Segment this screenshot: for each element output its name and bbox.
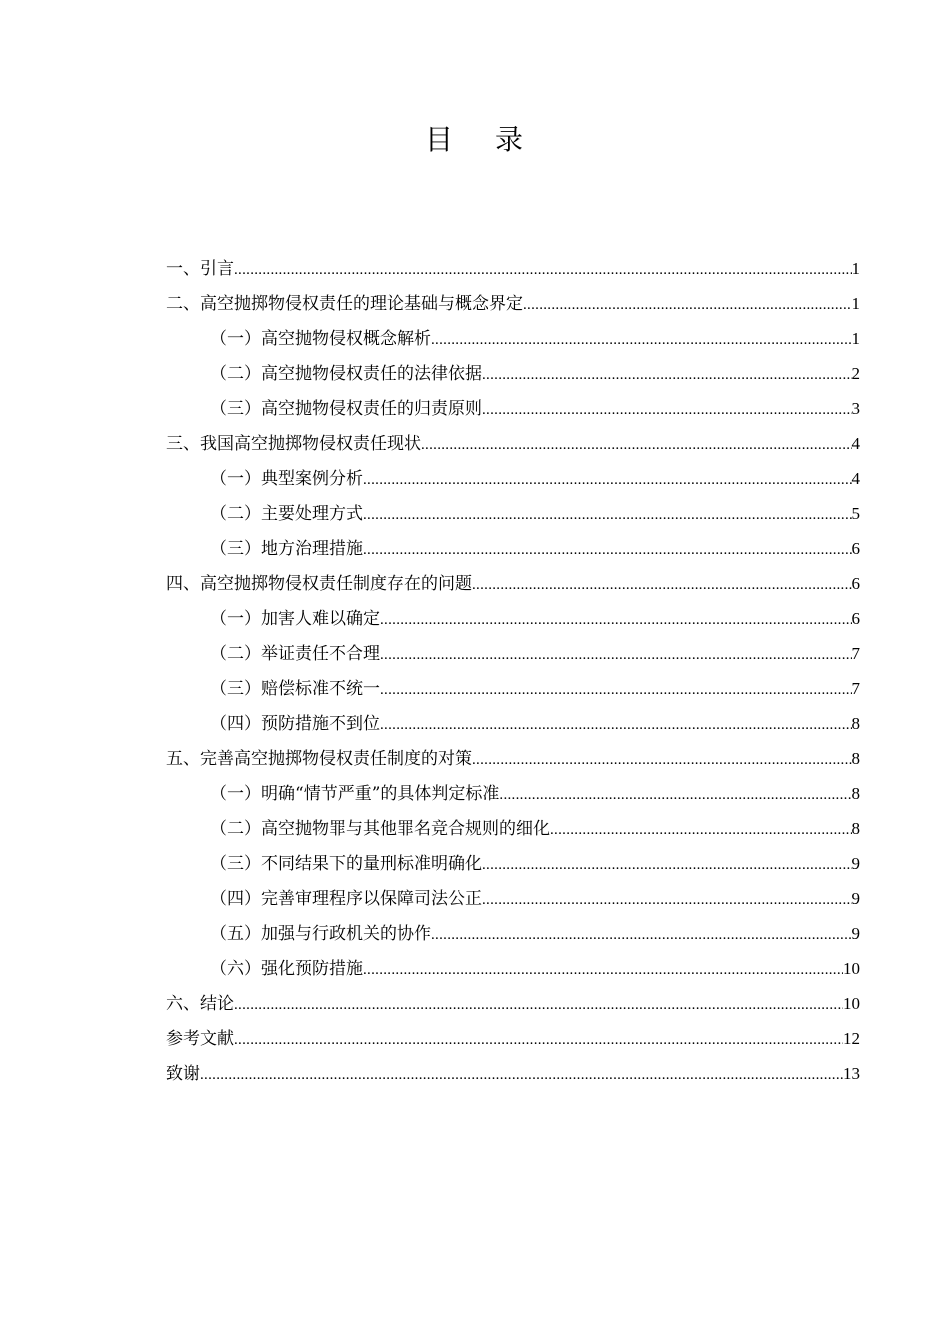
- toc-dot-leader: [200, 1058, 843, 1093]
- toc-entry-label: 四、高空抛掷物侵权责任制度存在的问题: [166, 574, 472, 594]
- toc-entry-label: （六）强化预防措施: [210, 959, 363, 979]
- toc-chapter-entry[interactable]: [166, 1056, 860, 1091]
- toc-entry-label: （五）加强与行政机关的协作: [210, 924, 431, 944]
- toc-dot-leader: [482, 848, 852, 883]
- toc-entry-label: 参考文献: [166, 1029, 234, 1049]
- toc-section-entry[interactable]: [166, 391, 860, 426]
- toc-entry-label: 六、结论: [166, 994, 234, 1014]
- toc-entry-label: （二）高空抛物罪与其他罪名竞合规则的细化: [210, 819, 550, 839]
- toc-chapter-entry[interactable]: [166, 426, 860, 461]
- toc-section-entry[interactable]: [166, 496, 860, 531]
- toc-dot-leader: [482, 883, 852, 918]
- toc-page-number: 5: [851, 504, 860, 523]
- toc-page-number: 6: [851, 609, 860, 628]
- toc-page-number: 7: [851, 679, 860, 698]
- toc-section-entry[interactable]: [166, 636, 860, 671]
- toc-chapter-entry[interactable]: [166, 741, 860, 776]
- toc-page-number: 8: [851, 749, 860, 768]
- toc-dot-leader: [550, 813, 852, 848]
- toc-dot-leader: [380, 603, 852, 638]
- toc-section-entry[interactable]: [166, 951, 860, 986]
- toc-dot-leader: [363, 498, 852, 533]
- toc-section-entry[interactable]: [166, 846, 860, 881]
- toc-section-entry[interactable]: [166, 706, 860, 741]
- toc-page-number: 6: [851, 574, 860, 593]
- toc-entry-label: （一）高空抛物侵权概念解析: [210, 329, 431, 349]
- toc-section-entry[interactable]: [166, 776, 860, 811]
- toc-entry-label: 二、高空抛掷物侵权责任的理论基础与概念界定: [166, 294, 523, 314]
- toc-page-number: 12: [843, 1029, 860, 1048]
- toc-dot-leader: [482, 393, 852, 428]
- toc-section-entry[interactable]: [166, 601, 860, 636]
- toc-page-number: 4: [851, 469, 860, 488]
- toc-section-entry[interactable]: [166, 461, 860, 496]
- toc-chapter-entry[interactable]: [166, 1021, 860, 1056]
- toc-page-number: 8: [851, 784, 860, 803]
- toc-page-number: 8: [851, 714, 860, 733]
- toc-chapter-entry[interactable]: [166, 986, 860, 1021]
- toc-page-number: 13: [843, 1064, 860, 1083]
- toc-dot-leader: [363, 953, 843, 988]
- toc-dot-leader: [421, 428, 852, 463]
- toc-entry-label: 五、完善高空抛掷物侵权责任制度的对策: [166, 749, 472, 769]
- toc-entry-label: （三）高空抛物侵权责任的归责原则: [210, 399, 482, 419]
- toc-dot-leader: [523, 288, 852, 323]
- toc-dot-leader: [234, 988, 843, 1023]
- toc-dot-leader: [482, 358, 852, 393]
- toc-entry-label: （三）赔偿标准不统一: [210, 679, 380, 699]
- toc-page-number: 9: [851, 924, 860, 943]
- toc-page-number: 3: [851, 399, 860, 418]
- toc-section-entry[interactable]: [166, 671, 860, 706]
- toc-dot-leader: [380, 673, 852, 708]
- toc-section-entry[interactable]: [166, 321, 860, 356]
- toc-chapter-entry[interactable]: [166, 251, 860, 286]
- toc-dot-leader: [380, 708, 852, 743]
- toc-page-number: 6: [851, 539, 860, 558]
- toc-chapter-entry[interactable]: [166, 286, 860, 321]
- toc-dot-leader: [234, 1023, 843, 1058]
- toc-dot-leader: [363, 463, 852, 498]
- toc-dot-leader: [380, 638, 852, 673]
- toc-dot-leader: [363, 533, 852, 568]
- toc-entry-label: （三）不同结果下的量刑标准明确化: [210, 854, 482, 874]
- toc-page-number: 1: [851, 329, 860, 348]
- toc-section-entry[interactable]: [166, 531, 860, 566]
- toc-dot-leader: [431, 323, 852, 358]
- toc-page-number: 4: [851, 434, 860, 453]
- toc-entry-label: （一）加害人难以确定: [210, 609, 380, 629]
- toc-dot-leader: [472, 568, 852, 603]
- toc-entry-label: （一）典型案例分析: [210, 469, 363, 489]
- toc-dot-leader: [499, 778, 851, 813]
- page-title: 目录: [424, 123, 565, 156]
- toc-page-number: 10: [843, 994, 860, 1013]
- toc-entry-label: 致谢: [166, 1064, 200, 1084]
- toc-entry-label: （一）明确“情节严重”的具体判定标准: [210, 784, 500, 804]
- toc-page-number: 1: [851, 259, 860, 278]
- toc-chapter-entry[interactable]: [166, 566, 860, 601]
- toc-entry-label: （二）举证责任不合理: [210, 644, 380, 664]
- toc-section-entry[interactable]: [166, 881, 860, 916]
- toc-dot-leader: [472, 743, 852, 778]
- toc-section-entry[interactable]: [166, 356, 860, 391]
- toc-page-number: 9: [851, 854, 860, 873]
- toc-dot-leader: [431, 918, 852, 953]
- toc-dot-leader: [234, 253, 852, 288]
- toc-entry-label: （四）预防措施不到位: [210, 714, 380, 734]
- toc-entry-label: （四）完善审理程序以保障司法公正: [210, 889, 482, 909]
- toc-entry-label: 三、我国高空抛掷物侵权责任现状: [166, 434, 421, 454]
- table-of-contents: [166, 251, 860, 1091]
- toc-page-number: 10: [843, 959, 860, 978]
- toc-entry-label: （二）主要处理方式: [210, 504, 363, 524]
- toc-entry-label: （二）高空抛物侵权责任的法律依据: [210, 364, 482, 384]
- toc-section-entry[interactable]: [166, 811, 860, 846]
- toc-page-number: 7: [851, 644, 860, 663]
- toc-page-number: 1: [851, 294, 860, 313]
- toc-entry-label: 一、引言: [166, 259, 234, 279]
- toc-section-entry[interactable]: [166, 916, 860, 951]
- toc-page-number: 9: [851, 889, 860, 908]
- toc-page-number: 8: [851, 819, 860, 838]
- toc-entry-label: （三）地方治理措施: [210, 539, 363, 559]
- toc-page-number: 2: [851, 364, 860, 383]
